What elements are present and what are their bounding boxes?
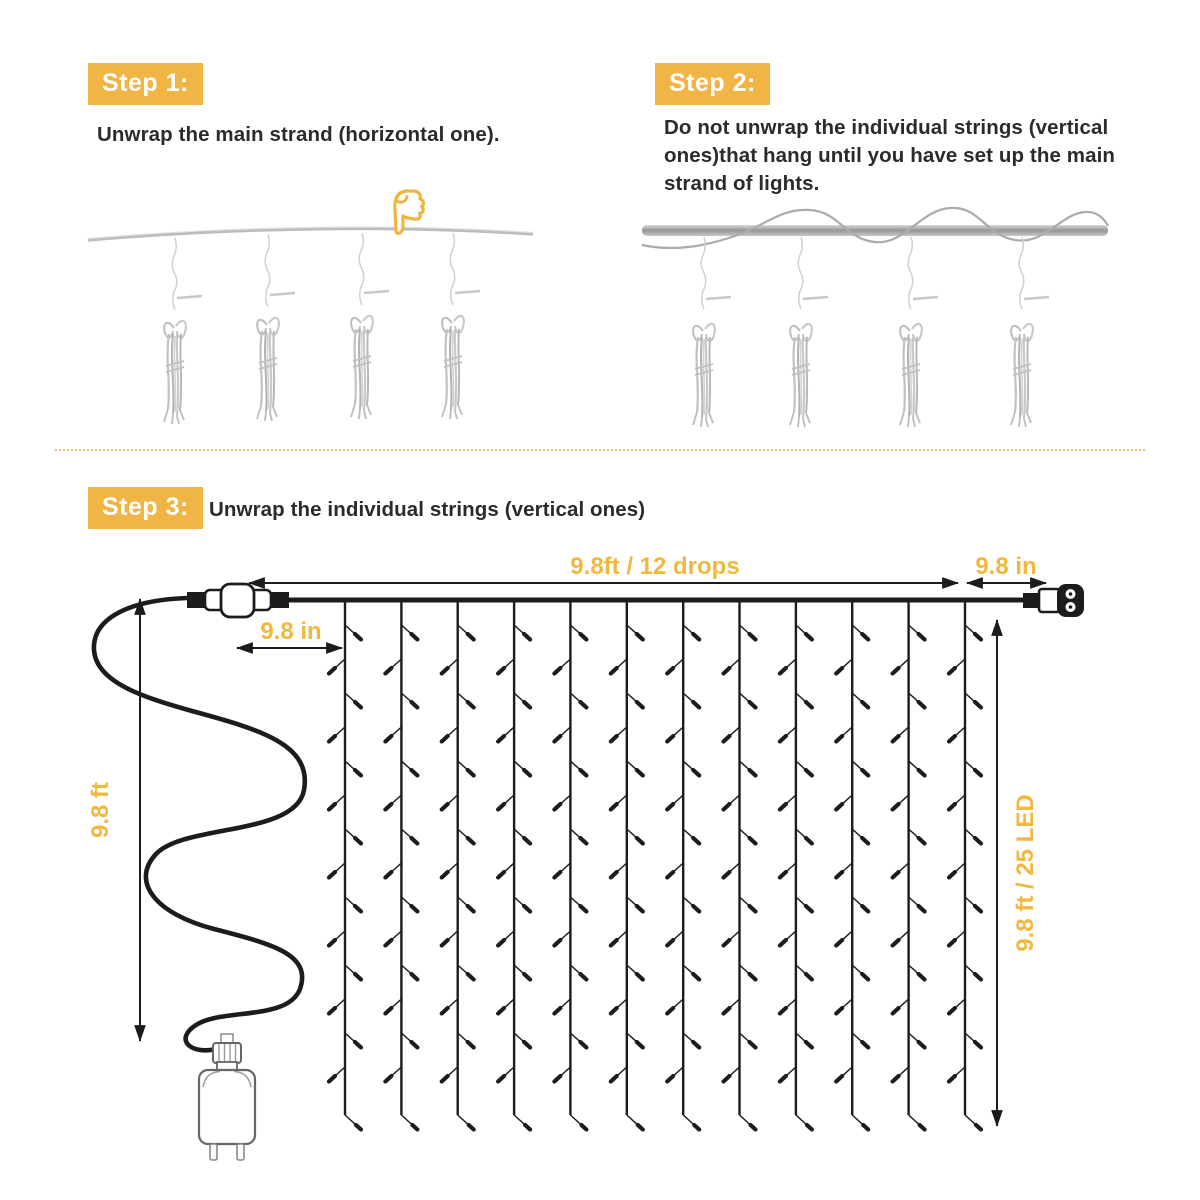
wrapped-bundle [164, 238, 202, 424]
wrapped-bundle [790, 237, 828, 427]
section-divider [55, 449, 1145, 451]
wrapped-bundle [257, 235, 295, 421]
end-socket-icon [1023, 584, 1084, 617]
dimension-label-cord-height: 9.8 ft [87, 781, 114, 839]
step2-text: Do not unwrap the individual strings (vertical ones)that hang until you have set up the main strand of lights. [664, 116, 1115, 195]
step1-illustration [70, 180, 550, 436]
dimension-label-top-width: 9.8ft / 12 drops [570, 553, 740, 580]
power-plug-icon [199, 1034, 255, 1160]
led-bulbs [329, 634, 981, 1130]
rolled-main-strand [642, 225, 1108, 236]
main-strand [88, 228, 533, 240]
wrapped-bundle [693, 237, 731, 427]
step2-badge: Step 2: [655, 63, 770, 105]
step1-badge: Step 1: [88, 63, 203, 105]
cable-connector-icon [187, 584, 289, 617]
drop-lines [345, 600, 965, 1115]
dimension-label-first-gap: 9.8 in [260, 618, 322, 645]
dimension-label-drop-height: 9.8 ft / 25 LED [1012, 794, 1039, 952]
step3-text: Unwrap the individual strings (vertical ones) [209, 498, 646, 521]
step3-badge: Step 3: [88, 487, 203, 529]
power-cord [94, 598, 305, 1050]
dimension-label-end-gap: 9.8 in [975, 553, 1037, 580]
wrapped-bundle [351, 233, 389, 419]
wrapped-bundle [900, 237, 938, 427]
led-stems [335, 625, 976, 1125]
step3-diagram [70, 540, 1100, 1190]
light-drops [329, 600, 981, 1130]
step2-illustration [630, 195, 1120, 440]
step1-text: Unwrap the main strand (horizontal one). [97, 123, 500, 146]
wrapped-bundle [442, 233, 480, 419]
wrapped-bundle [1011, 237, 1049, 427]
